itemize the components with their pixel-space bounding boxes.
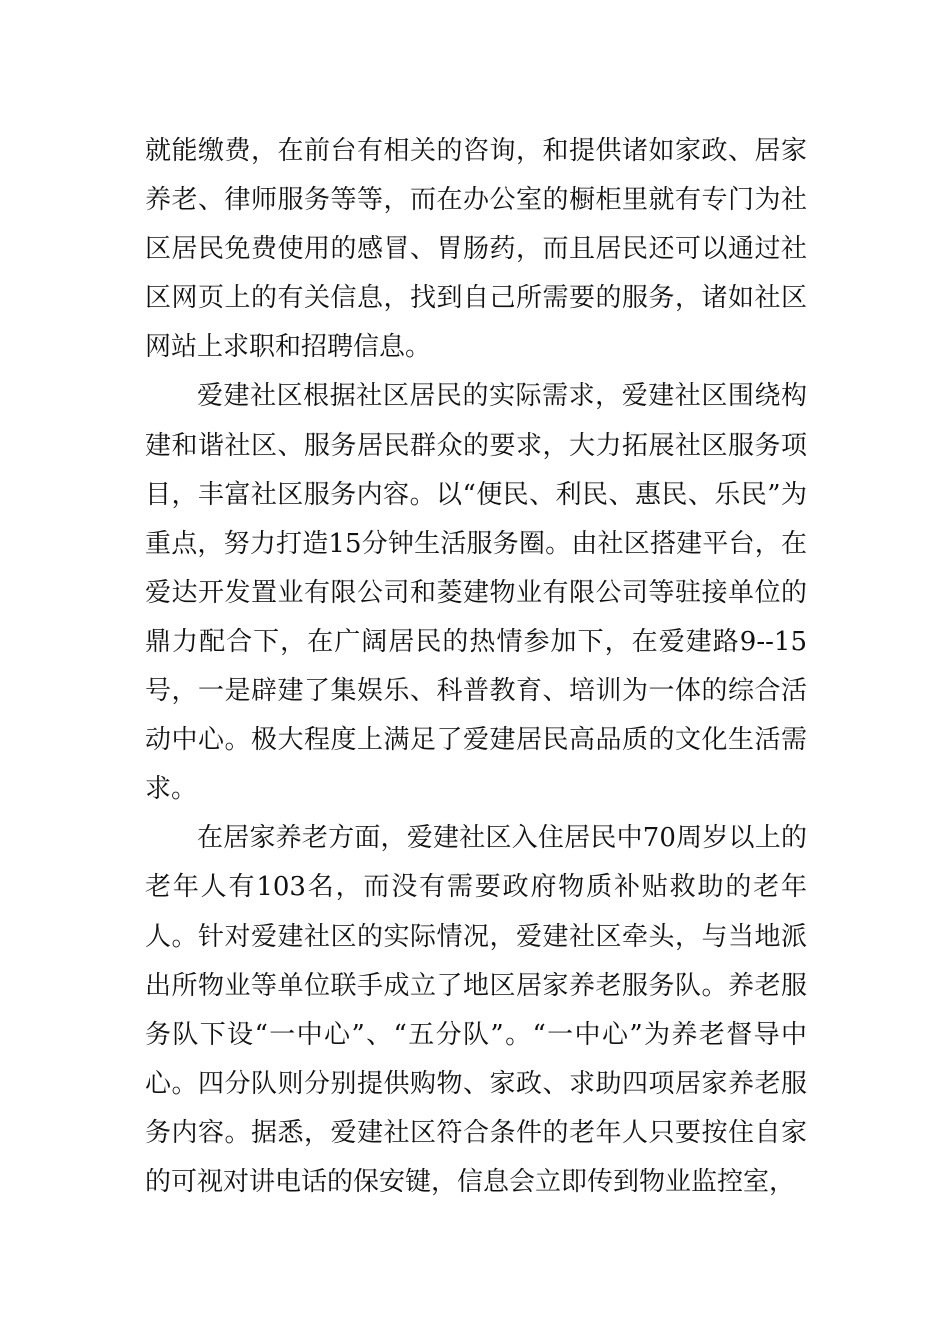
paragraph-community-services: 爱建社区根据社区居民的实际需求，爱建社区围绕构建和谐社区、服务居民群众的要求，大力拓展社区服务项目，丰富社区服务内容。以“便民、利民、惠民、乐民”为重点，努力打造15分钟生活服务圈。由社区搭建平台，在爱达开发置业有限公司和菱建物业有限公司等驻接单位的鼎力配合下，在广阔居民的热情参加下，在爱建路9--15号，一是辟建了集娱乐、科普教育、培训为一体的综合活动中心。极大程度上满足了爱建居民高品质的文化生活需求。 [145,381,807,805]
document-body [145,127,807,1207]
paragraph-elderly-care: 在居家养老方面，爱建社区入住居民中70周岁以上的老年人有103名，而没有需要政府物质补贴救助的老年人。针对爱建社区的实际情况，爱建社区牵头，与当地派出所物业等单位联手成立了地区居家养老服务队。养老服务队下设“一中心”、“五分队”。“一中心”为养老督导中心。四分队则分别提供购物、家政、求助四项居家养老服务内容。据悉，爱建社区符合条件的老年人只要按住自家的可视对讲电话的保安键，信息会立即传到物业监控室， [145,823,807,1197]
paragraph-continuation: 就能缴费，在前台有相关的咨询，和提供诸如家政、居家养老、律师服务等等，而在办公室的橱柜里就有专门为社区居民免费使用的感冒、胃肠药，而且居民还可以通过社区网页上的有关信息，找到自己所需要的服务，诸如社区网站上求职和招聘信息。 [145,136,807,363]
